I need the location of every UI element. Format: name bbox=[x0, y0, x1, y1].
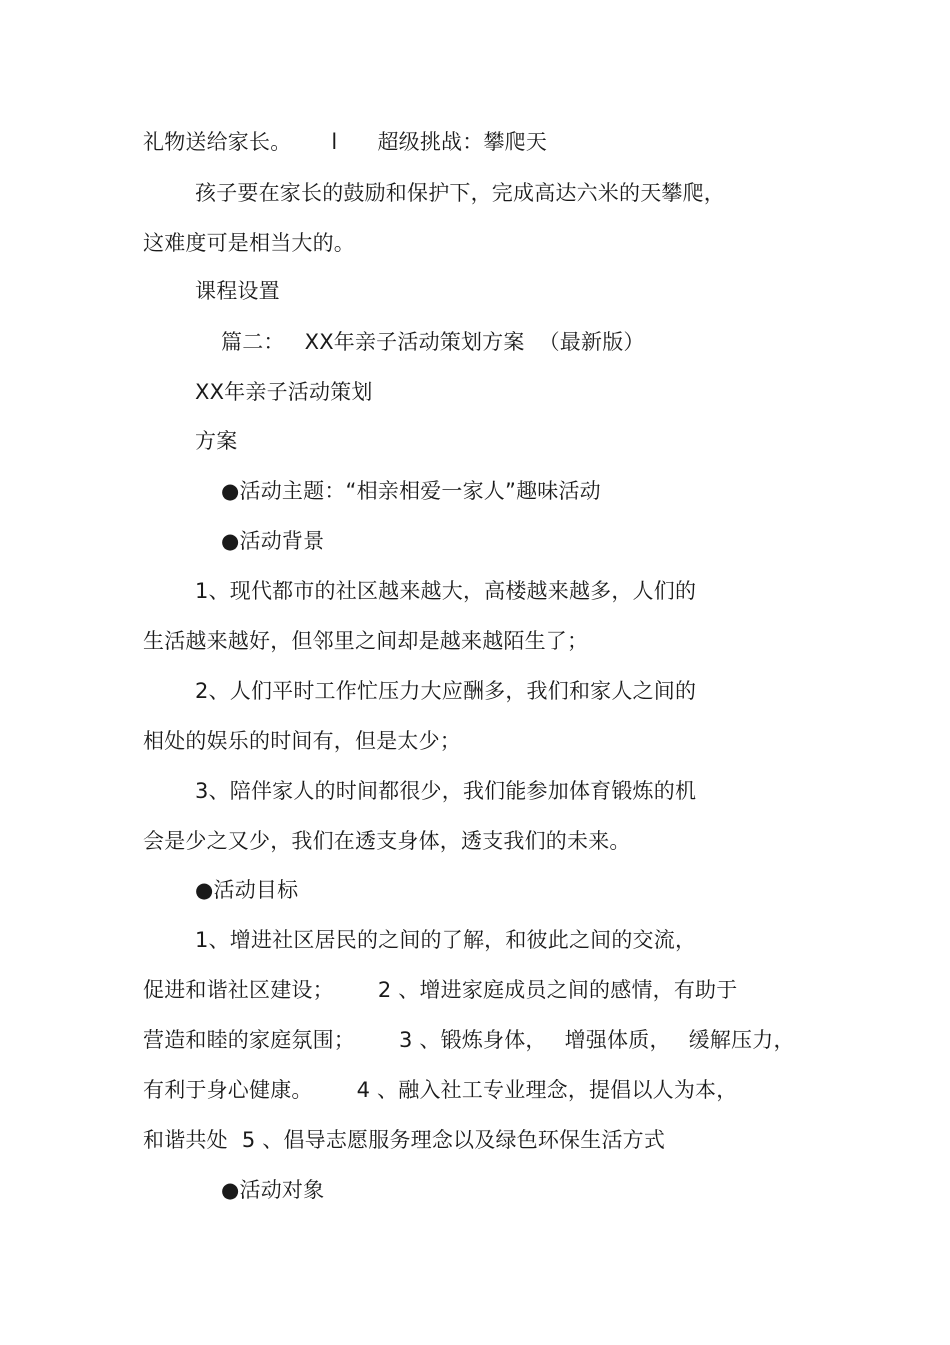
text-line-13: 相处的娱乐的时间有，但是太少； bbox=[143, 729, 461, 753]
line-19-part-a: 营造和睦的家庭氛围； bbox=[143, 1028, 355, 1052]
heading-part-c: （最新版） bbox=[538, 330, 645, 354]
text-line-17: 1、增进社区居民的之间的了解，和彼此之间的交流， bbox=[195, 928, 697, 952]
line-1-part-c: 超级挑战：攀爬天 bbox=[377, 130, 548, 154]
text-line-15: 会是少之又少，我们在透支身体，透支我们的未来。 bbox=[143, 829, 631, 853]
bullet-theme: ●活动主题：“相亲相爱一家人”趣味活动 bbox=[221, 479, 601, 503]
line-1-part-b: l bbox=[331, 130, 338, 154]
text-line-7: 方案 bbox=[195, 429, 238, 453]
line-20-part-b: 4 、融入社工专业理念，提倡以人为本， bbox=[356, 1078, 738, 1102]
line-18-part-a: 促进和谐社区建设； bbox=[143, 978, 334, 1002]
line-1-part-a: 礼物送给家长。 bbox=[143, 130, 292, 154]
text-line-14: 3、陪伴家人的时间都很少，我们能参加体育锻炼的机 bbox=[195, 779, 697, 803]
text-line-6: XX年亲子活动策划 bbox=[195, 380, 373, 404]
text-line-1 bbox=[143, 128, 547, 156]
line-20-part-a: 有利于身心健康。 bbox=[143, 1078, 313, 1102]
text-line-18 bbox=[143, 976, 737, 1004]
line-19-part-b: 3 、锻炼身体， bbox=[399, 1028, 547, 1052]
text-line-21 bbox=[143, 1126, 665, 1154]
line-19-part-d: 缓解压力， bbox=[688, 1028, 795, 1052]
text-line-4: 课程设置 bbox=[195, 279, 280, 303]
heading-part-a: 篇二： bbox=[221, 330, 285, 354]
text-line-20 bbox=[143, 1076, 737, 1104]
line-18-part-b: 2 、增进家庭成员之间的感情，有助于 bbox=[377, 978, 738, 1002]
line-19-part-c: 增强体质， bbox=[564, 1028, 671, 1052]
section-heading bbox=[221, 328, 645, 356]
text-line-3: 这难度可是相当大的。 bbox=[143, 231, 355, 255]
bullet-targets: ●活动对象 bbox=[221, 1178, 325, 1202]
bullet-goals: ●活动目标 bbox=[195, 878, 299, 902]
bullet-background: ●活动背景 bbox=[221, 529, 325, 553]
line-21-part-b: 5 、倡导志愿服务理念以及绿色环保生活方式 bbox=[241, 1128, 666, 1152]
text-line-2: 孩子要在家长的鼓励和保护下，完成高达六米的天攀爬， bbox=[195, 181, 725, 205]
text-line-11: 生活越来越好，但邻里之间却是越来越陌生了； bbox=[143, 629, 589, 653]
text-line-10: 1、现代都市的社区越来越大，高楼越来越多，人们的 bbox=[195, 579, 697, 603]
line-21-part-a: 和谐共处 bbox=[143, 1128, 228, 1152]
heading-part-b: XX年亲子活动策划方案 bbox=[304, 330, 525, 354]
text-line-12: 2、人们平时工作忙压力大应酬多，我们和家人之间的 bbox=[195, 679, 697, 703]
text-line-19 bbox=[143, 1026, 795, 1054]
